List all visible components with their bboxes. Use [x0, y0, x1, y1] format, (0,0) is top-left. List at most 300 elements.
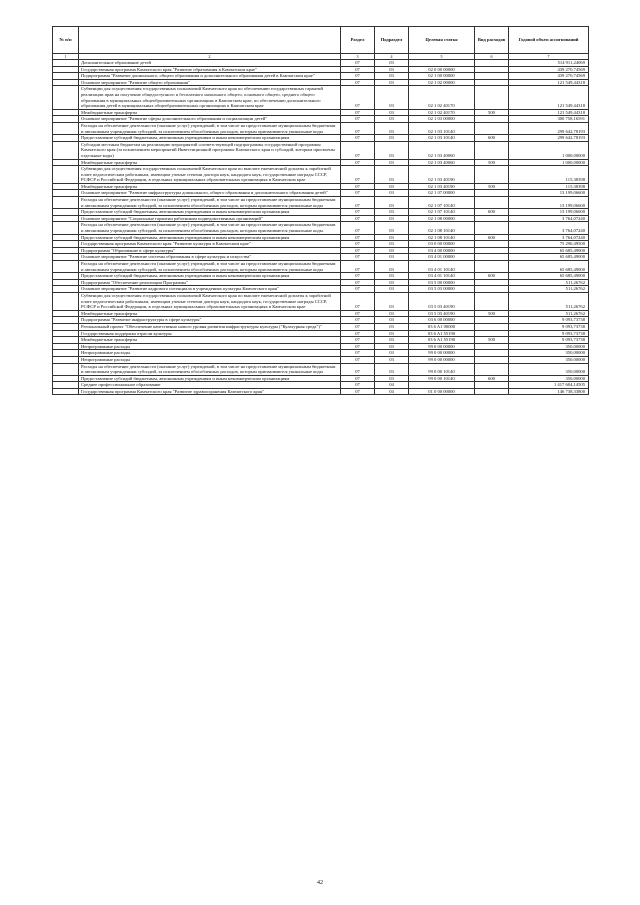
- row-sum-cell: 9 093,73738: [509, 317, 589, 324]
- row-sum-cell: 1 000,00000: [509, 159, 589, 166]
- row-podrazdel-cell: 04: [375, 382, 409, 389]
- row-sum-cell: 1 417 604,14505: [509, 382, 589, 389]
- row-razdel-cell: 07: [341, 317, 375, 324]
- row-sum-cell: 439 270,74569: [509, 66, 589, 73]
- row-vr-cell: [475, 79, 509, 86]
- table-row: [53, 183, 589, 190]
- row-sum-cell: 65 685,49000: [509, 247, 589, 254]
- table-row: [53, 382, 589, 389]
- row-vr-cell: [475, 66, 509, 73]
- row-csr-cell: 99 0 00 10140: [409, 375, 475, 382]
- header-num: № п/п: [53, 27, 79, 54]
- row-razdel-cell: 07: [341, 116, 375, 123]
- table-row: [53, 273, 589, 280]
- row-name-cell: Подпрограмма "Развитие инфраструктуры в сфере культуры": [79, 317, 341, 324]
- row-vr-cell: [475, 60, 509, 67]
- row-name-cell: Основное мероприятие "Развитие сферы дополнительного образования и социализации детей": [79, 116, 341, 123]
- row-podrazdel-cell: 03: [375, 363, 409, 375]
- row-sum-cell: 350,00000: [509, 343, 589, 350]
- row-num-cell: [53, 317, 79, 324]
- row-num-cell: [53, 363, 79, 375]
- row-sum-cell: 65 685,49000: [509, 254, 589, 261]
- row-name-cell: Предоставление субсидий бюджетным, автономным учреждениям и иным некоммерческим организациям: [79, 209, 341, 216]
- row-sum-cell: 511,26762: [509, 292, 589, 310]
- row-vr-cell: 500: [475, 337, 509, 344]
- row-vr-cell: [475, 197, 509, 209]
- table-row: [53, 209, 589, 216]
- row-num-cell: [53, 279, 79, 286]
- table-row: [53, 254, 589, 261]
- row-vr-cell: [475, 363, 509, 375]
- row-razdel-cell: 07: [341, 79, 375, 86]
- table-row: [53, 109, 589, 116]
- row-sum-cell: 121 549,44318: [509, 79, 589, 86]
- row-name-cell: Региональный проект "Обеспечение качественно нового уровня развития инфраструктуры культуры ("Культурная среда")": [79, 323, 341, 330]
- header-sum: Годовой объем ассигнований: [509, 27, 589, 54]
- row-razdel-cell: 07: [341, 330, 375, 337]
- table-row: [53, 86, 589, 109]
- row-csr-cell: 02 0 00 00000: [409, 66, 475, 73]
- row-razdel-cell: 07: [341, 382, 375, 389]
- row-name-cell: Дополнительное образование детей: [79, 60, 341, 67]
- table-row: [53, 73, 589, 80]
- row-csr-cell: 02 1 08 10140: [409, 234, 475, 241]
- row-num-cell: [53, 375, 79, 382]
- table-row: [53, 286, 589, 293]
- table-row: [53, 350, 589, 357]
- row-razdel-cell: 07: [341, 388, 375, 395]
- row-vr-cell: [475, 166, 509, 184]
- row-csr-cell: 03 4 01 10140: [409, 261, 475, 273]
- row-vr-cell: 600: [475, 234, 509, 241]
- table-row: [53, 60, 589, 67]
- row-podrazdel-cell: 03: [375, 375, 409, 382]
- col-number: 5: [409, 54, 475, 60]
- row-num-cell: [53, 323, 79, 330]
- row-num-cell: [53, 73, 79, 80]
- row-num-cell: [53, 382, 79, 389]
- row-csr-cell: 02 1 07 10140: [409, 209, 475, 216]
- document-page: [52, 26, 588, 395]
- row-csr-cell: 02 1 02 00000: [409, 79, 475, 86]
- row-razdel-cell: 07: [341, 190, 375, 197]
- table-row: [53, 356, 589, 363]
- row-name-cell: Государственная программа Камчатского края "Развитие культуры в Камчатском крае": [79, 241, 341, 248]
- table-row: [53, 317, 589, 324]
- row-num-cell: [53, 60, 79, 67]
- row-name-cell: Непрограммные расходы: [79, 343, 341, 350]
- row-podrazdel-cell: 03: [375, 86, 409, 109]
- row-csr-cell: [409, 60, 475, 67]
- row-name-cell: Подпрограмма "Образование в сфере культуры": [79, 247, 341, 254]
- row-podrazdel-cell: 03: [375, 356, 409, 363]
- row-num-cell: [53, 197, 79, 209]
- row-sum-cell: 350,00000: [509, 363, 589, 375]
- row-csr-cell: 02 1 03 40190: [409, 166, 475, 184]
- table-row: [53, 222, 589, 234]
- row-name-cell: Межбюджетные трансферты: [79, 337, 341, 344]
- row-vr-cell: 600: [475, 273, 509, 280]
- table-row: [53, 337, 589, 344]
- row-razdel-cell: 07: [341, 60, 375, 67]
- row-razdel-cell: 07: [341, 343, 375, 350]
- row-sum-cell: 9 093,73738: [509, 330, 589, 337]
- row-razdel-cell: 07: [341, 66, 375, 73]
- row-sum-cell: 9 093,73738: [509, 323, 589, 330]
- row-vr-cell: 600: [475, 135, 509, 142]
- row-razdel-cell: 07: [341, 310, 375, 317]
- row-num-cell: [53, 135, 79, 142]
- row-csr-cell: 02 1 07 10140: [409, 197, 475, 209]
- row-name-cell: Межбюджетные трансферты: [79, 109, 341, 116]
- row-podrazdel-cell: 03: [375, 79, 409, 86]
- row-podrazdel-cell: 03: [375, 323, 409, 330]
- row-num-cell: [53, 273, 79, 280]
- row-num-cell: [53, 310, 79, 317]
- row-name-cell: Предоставление субсидий бюджетным, автономным учреждениям и иным некоммерческим организациям: [79, 375, 341, 382]
- row-vr-cell: [475, 286, 509, 293]
- row-sum-cell: 115,38398: [509, 183, 589, 190]
- row-razdel-cell: 07: [341, 135, 375, 142]
- budget-table: [52, 26, 589, 395]
- row-num-cell: [53, 292, 79, 310]
- row-csr-cell: 99 0 00 00000: [409, 343, 475, 350]
- row-vr-cell: [475, 122, 509, 134]
- row-razdel-cell: 07: [341, 166, 375, 184]
- row-csr-cell: 03 5 03 40190: [409, 292, 475, 310]
- row-podrazdel-cell: 03: [375, 166, 409, 184]
- row-csr-cell: 02 1 08 00000: [409, 215, 475, 222]
- row-num-cell: [53, 388, 79, 395]
- row-podrazdel-cell: 03: [375, 241, 409, 248]
- row-csr-cell: 03 4 00 00000: [409, 247, 475, 254]
- row-razdel-cell: 07: [341, 222, 375, 234]
- row-num-cell: [53, 183, 79, 190]
- row-num-cell: [53, 159, 79, 166]
- row-num-cell: [53, 234, 79, 241]
- row-vr-cell: [475, 222, 509, 234]
- row-vr-cell: [475, 247, 509, 254]
- row-csr-cell: 03 6 A1 00000: [409, 323, 475, 330]
- row-razdel-cell: 07: [341, 209, 375, 216]
- row-num-cell: [53, 166, 79, 184]
- row-sum-cell: 511,26762: [509, 279, 589, 286]
- row-podrazdel-cell: 03: [375, 343, 409, 350]
- row-sum-cell: 65 685,49000: [509, 273, 589, 280]
- table-row: [53, 330, 589, 337]
- row-num-cell: [53, 141, 79, 159]
- table-row: [53, 279, 589, 286]
- table-row: [53, 261, 589, 273]
- row-num-cell: [53, 66, 79, 73]
- row-sum-cell: 514 911,24069: [509, 60, 589, 67]
- row-csr-cell: 02 1 02 40170: [409, 109, 475, 116]
- row-razdel-cell: 07: [341, 197, 375, 209]
- row-name-cell: Расходы на обеспечение деятельности (оказание услуг) учреждений, в том числе на предоставление муниципальным бюджетным и автономным учреждениям субсидий, за исключением обособленных расходов, которым присваиваются уникальные коды: [79, 197, 341, 209]
- row-sum-cell: 75 290,49500: [509, 241, 589, 248]
- row-num-cell: [53, 209, 79, 216]
- row-sum-cell: 13 199,06600: [509, 197, 589, 209]
- row-podrazdel-cell: 03: [375, 73, 409, 80]
- row-podrazdel-cell: 04: [375, 388, 409, 395]
- row-name-cell: Непрограммные расходы: [79, 356, 341, 363]
- row-csr-cell: 02 1 03 40190: [409, 183, 475, 190]
- row-sum-cell: 9 093,73738: [509, 337, 589, 344]
- row-name-cell: Основное мероприятие "Развитие системы образования в сфере культуры и искусства": [79, 254, 341, 261]
- table-row: [53, 66, 589, 73]
- row-podrazdel-cell: 03: [375, 337, 409, 344]
- row-num-cell: [53, 343, 79, 350]
- row-vr-cell: [475, 254, 509, 261]
- row-razdel-cell: 07: [341, 109, 375, 116]
- row-name-cell: Расходы на обеспечение деятельности (оказание услуг) учреждений, в том числе на предоставление муниципальным бюджетным и автономным учреждениям субсидий, за исключением обособленных расходов, которым присваиваются уникальные коды: [79, 261, 341, 273]
- row-vr-cell: [475, 388, 509, 395]
- row-vr-cell: [475, 116, 509, 123]
- header-razdel: Раздел: [341, 27, 375, 54]
- row-name-cell: Субсидии местным бюджетам на реализацию мероприятий соответствующей подпрограммы государственной программы Камчатского края (за исключением мероприятий Инвестиционной программы Камчатского края и субсидий, которым присвоены отдельные коды): [79, 141, 341, 159]
- row-num-cell: [53, 247, 79, 254]
- row-razdel-cell: 07: [341, 350, 375, 357]
- row-num-cell: [53, 350, 79, 357]
- row-podrazdel-cell: 03: [375, 197, 409, 209]
- row-podrazdel-cell: 03: [375, 330, 409, 337]
- row-name-cell: Межбюджетные трансферты: [79, 183, 341, 190]
- row-vr-cell: [475, 279, 509, 286]
- header-vr: Вид расходов: [475, 27, 509, 54]
- row-num-cell: [53, 337, 79, 344]
- row-sum-cell: 439 270,74569: [509, 73, 589, 80]
- row-vr-cell: 600: [475, 209, 509, 216]
- row-name-cell: Государственная программа Камчатского края "Развитие здравоохранения Камчатского края": [79, 388, 341, 395]
- table-row: [53, 135, 589, 142]
- row-razdel-cell: 07: [341, 241, 375, 248]
- row-podrazdel-cell: 03: [375, 261, 409, 273]
- row-sum-cell: 1 000,00000: [509, 141, 589, 159]
- row-razdel-cell: 07: [341, 273, 375, 280]
- row-sum-cell: 299 642,78193: [509, 135, 589, 142]
- row-vr-cell: [475, 215, 509, 222]
- row-razdel-cell: 07: [341, 254, 375, 261]
- row-vr-cell: [475, 350, 509, 357]
- col-number: 7: [509, 54, 589, 60]
- row-csr-cell: 03 6 A1 55190: [409, 330, 475, 337]
- row-podrazdel-cell: 03: [375, 116, 409, 123]
- row-sum-cell: 65 685,49000: [509, 261, 589, 273]
- col-number: 2: [79, 54, 341, 60]
- row-razdel-cell: 07: [341, 247, 375, 254]
- table-row: [53, 292, 589, 310]
- row-vr-cell: 500: [475, 183, 509, 190]
- row-podrazdel-cell: 03: [375, 273, 409, 280]
- row-name-cell: Субвенции для осуществления государственных полномочий Камчатского края по выплате ежемесячной доплаты к заработной плате педагогическим работникам, имеющим ученые степени доктора наук, кандидата наук, государственные награды СССР, РСФСР и Российской Федерации, в отдельных муниципальных образовательных организациях в Камчатском крае: [79, 292, 341, 310]
- header-csr: Целевая статья: [409, 27, 475, 54]
- row-csr-cell: 02 1 02 40170: [409, 86, 475, 109]
- row-sum-cell: 299 642,78193: [509, 122, 589, 134]
- row-csr-cell: 03 0 00 00000: [409, 241, 475, 248]
- row-razdel-cell: 07: [341, 141, 375, 159]
- table-header-row: [53, 27, 589, 54]
- row-csr-cell: 03 6 A1 55190: [409, 337, 475, 344]
- row-podrazdel-cell: 03: [375, 109, 409, 116]
- row-vr-cell: 500: [475, 159, 509, 166]
- row-csr-cell: 03 5 03 40190: [409, 310, 475, 317]
- table-row: [53, 343, 589, 350]
- table-body: [53, 60, 589, 395]
- row-razdel-cell: 07: [341, 122, 375, 134]
- row-sum-cell: 300 758,16591: [509, 116, 589, 123]
- row-csr-cell: [409, 382, 475, 389]
- row-sum-cell: 3 764,07240: [509, 215, 589, 222]
- row-podrazdel-cell: 03: [375, 234, 409, 241]
- row-name-cell: Государственная программа Камчатского края "Развитие образования в Камчатском крае": [79, 66, 341, 73]
- row-vr-cell: 500: [475, 310, 509, 317]
- row-razdel-cell: 07: [341, 292, 375, 310]
- row-sum-cell: 13 199,06600: [509, 209, 589, 216]
- col-number: 4: [375, 54, 409, 60]
- col-number: 6: [475, 54, 509, 60]
- row-csr-cell: 02 1 03 40060: [409, 159, 475, 166]
- table-row: [53, 116, 589, 123]
- row-razdel-cell: 07: [341, 337, 375, 344]
- row-podrazdel-cell: 03: [375, 209, 409, 216]
- row-sum-cell: 350,00000: [509, 375, 589, 382]
- row-podrazdel-cell: 03: [375, 279, 409, 286]
- row-num-cell: [53, 116, 79, 123]
- row-csr-cell: 03 6 00 00000: [409, 317, 475, 324]
- row-razdel-cell: 07: [341, 159, 375, 166]
- row-name-cell: Субвенции для осуществления государственных полномочий Камчатского края по обеспечению государственных гарантий реализации прав на получение общедоступного и бесплатного начального общего, основного общего, среднего общего образования в муниципальных общеобразовательных организациях в Камчатском крае, по обеспечению дополнительного образования детей в муниципальных общеобразовательных организациях в Камчатском крае: [79, 86, 341, 109]
- row-sum-cell: 511,26762: [509, 310, 589, 317]
- row-csr-cell: 99 0 00 10140: [409, 363, 475, 375]
- row-vr-cell: [475, 141, 509, 159]
- table-row: [53, 234, 589, 241]
- row-sum-cell: 121 549,44318: [509, 109, 589, 116]
- row-name-cell: Среднее профессиональное образование: [79, 382, 341, 389]
- table-row: [53, 190, 589, 197]
- row-vr-cell: [475, 190, 509, 197]
- row-csr-cell: 99 0 00 00000: [409, 356, 475, 363]
- row-csr-cell: 02 1 07 00000: [409, 190, 475, 197]
- row-vr-cell: [475, 343, 509, 350]
- row-name-cell: Расходы на обеспечение деятельности (оказание услуг) учреждений, в том числе на предоставление муниципальным бюджетным и автономным учреждениям субсидий, за исключением обособленных расходов, которым присваиваются уникальные коды: [79, 222, 341, 234]
- row-name-cell: Подпрограмма "Обеспечение реализации Программы": [79, 279, 341, 286]
- row-num-cell: [53, 286, 79, 293]
- page-number: 42: [317, 880, 323, 886]
- row-name-cell: Основное мероприятие "Развитие инфраструктуры дошкольного, общего образования и дополнительного образования детей": [79, 190, 341, 197]
- row-vr-cell: [475, 241, 509, 248]
- row-name-cell: Непрограммные расходы: [79, 350, 341, 357]
- table-row: [53, 323, 589, 330]
- table-row: [53, 141, 589, 159]
- row-num-cell: [53, 79, 79, 86]
- row-vr-cell: [475, 261, 509, 273]
- row-num-cell: [53, 330, 79, 337]
- header-podrazdel: Подраздел: [375, 27, 409, 54]
- row-podrazdel-cell: 03: [375, 286, 409, 293]
- table-row: [53, 197, 589, 209]
- table-row: [53, 363, 589, 375]
- row-num-cell: [53, 261, 79, 273]
- row-sum-cell: 511,26762: [509, 286, 589, 293]
- header-name: [79, 27, 341, 54]
- row-razdel-cell: 07: [341, 375, 375, 382]
- row-name-cell: Основное мероприятие "Развитие общего образования": [79, 79, 341, 86]
- row-num-cell: [53, 122, 79, 134]
- table-row: [53, 215, 589, 222]
- row-razdel-cell: 07: [341, 234, 375, 241]
- row-name-cell: Государственная поддержка отрасли культуры: [79, 330, 341, 337]
- row-razdel-cell: 07: [341, 286, 375, 293]
- row-num-cell: [53, 109, 79, 116]
- row-sum-cell: 121 549,44318: [509, 86, 589, 109]
- row-podrazdel-cell: 03: [375, 122, 409, 134]
- row-podrazdel-cell: 03: [375, 350, 409, 357]
- row-podrazdel-cell: 03: [375, 247, 409, 254]
- row-vr-cell: 600: [475, 375, 509, 382]
- table-row: [53, 159, 589, 166]
- row-razdel-cell: 07: [341, 73, 375, 80]
- row-vr-cell: [475, 382, 509, 389]
- row-csr-cell: 03 5 00 00000: [409, 279, 475, 286]
- table-row: [53, 241, 589, 248]
- row-num-cell: [53, 215, 79, 222]
- table-row: [53, 166, 589, 184]
- row-csr-cell: 02 1 00 00000: [409, 73, 475, 80]
- col-number: 1: [53, 54, 79, 60]
- row-podrazdel-cell: 03: [375, 141, 409, 159]
- row-csr-cell: 02 1 03 40060: [409, 141, 475, 159]
- row-csr-cell: 02 1 03 10140: [409, 135, 475, 142]
- row-podrazdel-cell: 03: [375, 135, 409, 142]
- row-podrazdel-cell: 03: [375, 222, 409, 234]
- row-name-cell: Предоставление субсидий бюджетным, автономным учреждениям и иным некоммерческим организациям: [79, 135, 341, 142]
- row-num-cell: [53, 86, 79, 109]
- row-vr-cell: [475, 317, 509, 324]
- row-name-cell: Субвенции для осуществления государственных полномочий Камчатского края по выплате ежемесячной доплаты к заработной плате педагогическим работникам, имеющим ученые степени доктора наук, кандидата наук, государственные награды СССР, РСФСР и Российской Федерации, в отдельных муниципальных образовательных организациях в Камчатском крае: [79, 166, 341, 184]
- row-sum-cell: 350,00000: [509, 356, 589, 363]
- table-row: [53, 388, 589, 395]
- row-sum-cell: 146 738,33800: [509, 388, 589, 395]
- row-podrazdel-cell: 03: [375, 317, 409, 324]
- table-row: [53, 79, 589, 86]
- row-num-cell: [53, 254, 79, 261]
- row-csr-cell: 02 1 03 10140: [409, 122, 475, 134]
- row-csr-cell: 03 4 01 10140: [409, 273, 475, 280]
- row-razdel-cell: 07: [341, 183, 375, 190]
- col-number: 3: [341, 54, 375, 60]
- row-vr-cell: [475, 86, 509, 109]
- row-name-cell: Предоставление субсидий бюджетным, автономным учреждениям и иным некоммерческим организациям: [79, 273, 341, 280]
- row-sum-cell: 115,38398: [509, 166, 589, 184]
- row-name-cell: Подпрограмма "Развитие дошкольного, общего образования и дополнительного образования детей в Камчатском крае": [79, 73, 341, 80]
- row-vr-cell: [475, 323, 509, 330]
- row-podrazdel-cell: 03: [375, 183, 409, 190]
- row-razdel-cell: 07: [341, 86, 375, 109]
- row-sum-cell: 3 764,07240: [509, 234, 589, 241]
- table-row: [53, 122, 589, 134]
- row-podrazdel-cell: 03: [375, 292, 409, 310]
- row-name-cell: Основное мероприятие "Развитие кадрового потенциала в учреждениях культуры Камчатского края": [79, 286, 341, 293]
- row-csr-cell: 02 1 03 00000: [409, 116, 475, 123]
- row-razdel-cell: 07: [341, 215, 375, 222]
- row-name-cell: Межбюджетные трансферты: [79, 159, 341, 166]
- row-name-cell: Расходы на обеспечение деятельности (оказание услуг) учреждений, в том числе на предоставление муниципальным бюджетным и автономным учреждениям субсидий, за исключением обособленных расходов, которым присваиваются уникальные коды: [79, 363, 341, 375]
- row-sum-cell: 13 199,06600: [509, 190, 589, 197]
- row-vr-cell: [475, 356, 509, 363]
- row-csr-cell: 02 1 08 10140: [409, 222, 475, 234]
- row-name-cell: Основное мероприятие "Социальные гарантии работникам подведомственных организаций": [79, 215, 341, 222]
- row-podrazdel-cell: 03: [375, 310, 409, 317]
